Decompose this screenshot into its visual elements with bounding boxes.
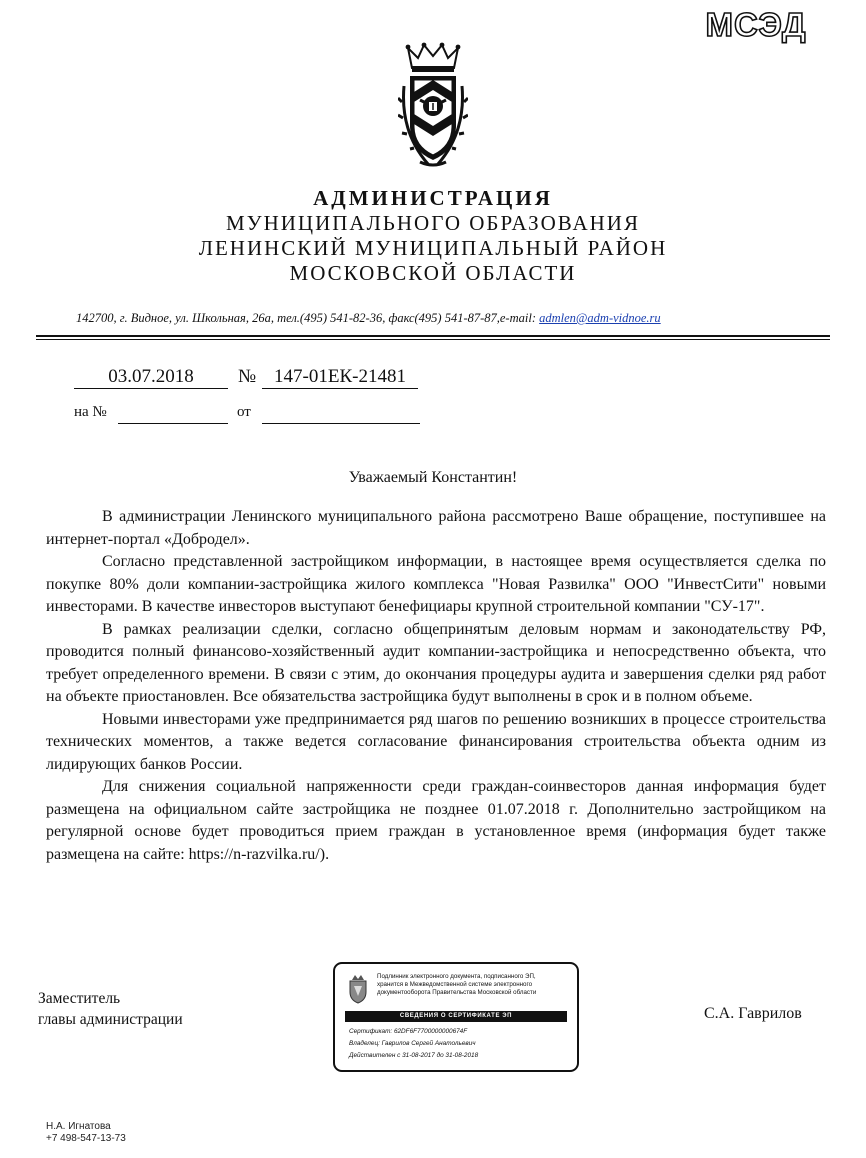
certificate-id: Сертификат: 62DF6F7700000000674F: [349, 1028, 468, 1035]
letter-paragraph: Для снижения социальной напряженности среди граждан-соинвесторов данная информация будет размещена на официальном сайте застройщика не позднее 01.07.2018 г. Дополнительно застройщиком на регулярной основе будет проводиться прием граждан в установленное время (информация будет также размещена на сайте: https://n-razvilka.ru/).: [46, 778, 826, 863]
org-title: АДМИНИСТРАЦИЯ: [313, 186, 553, 210]
stamp-notice-line: хранится в Межведомственной системе электронного: [377, 981, 533, 988]
letter-paragraph: В рамках реализации сделки, согласно общепринятым деловым нормам и законодательству РФ, проводится полный финансово-хозяйственный аудит компании-застройщика и непосредственно объекта, что требует определенного времени. В связи с этим, до окончания процедуры аудита и завершения сделки ряд работ на объекте приостановлен. Все обязательства застройщика будут выполнены в срок и в полном объеме.: [46, 620, 826, 705]
email-link[interactable]: admlen@adm-vidnoe.ru: [539, 311, 661, 325]
org-subtitle-line: МОСКОВСКОЙ ОБЛАСТИ: [289, 261, 577, 285]
reference-date-label: от: [237, 404, 251, 420]
certificate-validity: Действителен с 31-08-2017 до 31-08-2018: [349, 1052, 479, 1059]
msed-logo-text: МСЭД: [705, 6, 807, 43]
executor-name: Н.А. Игнатова: [46, 1121, 111, 1132]
reference-number-field: [118, 406, 228, 424]
document-number: 147-01ЕК-21481: [262, 366, 418, 389]
reference-label: на №: [74, 404, 107, 420]
reference-date-field: [262, 406, 420, 424]
header-divider-thin: [36, 339, 830, 340]
signer-position: Заместитель: [38, 990, 121, 1007]
stamp-header-bar: СВЕДЕНИЯ О СЕРТИФИКАТЕ ЭП: [345, 1011, 567, 1022]
org-subtitle-line: ЛЕНИНСКИЙ МУНИЦИПАЛЬНЫЙ РАЙОН: [198, 236, 668, 260]
coat-of-arms-icon: [398, 42, 468, 172]
letter-greeting: Уважаемый Константин!: [348, 469, 518, 486]
msed-logo: [700, 4, 812, 44]
org-subtitle-line: МУНИЦИПАЛЬНОГО ОБРАЗОВАНИЯ: [226, 211, 640, 235]
header-divider: [36, 335, 830, 337]
stamp-notice-line: Подлинник электронного документа, подписанного ЭП,: [377, 973, 536, 980]
mo-crest-icon: [347, 974, 369, 1004]
letter-paragraph: Согласно представленной застройщиком информации, в настоящее время осуществляется сделка по покупке 80% доли компании-застройщика жилого комплекса "Новая Развилка" ООО "ИнвестСити" новыми инвесторами. В качестве инвесторов выступают бенефициары крупной строительной компании "СУ-17".: [46, 553, 826, 615]
letter-paragraph: В администрации Ленинского муниципального района рассмотрено Ваше обращение, поступившее на интернет-портал «Добродел».: [46, 508, 826, 548]
org-address: [76, 311, 661, 326]
letter-body: [46, 506, 826, 866]
number-sign: №: [238, 366, 257, 387]
stamp-notice-line: документооборота Правительства Московской области: [377, 989, 537, 996]
e-signature-stamp: [333, 962, 579, 1072]
stamp-notice: [377, 973, 536, 997]
letter-paragraph: Новыми инвесторами уже предпринимается ряд шагов по решению возникших в процессе строительства технических моментов, а также ведется согласование финансирования строительства объекта одним из лидирующих банков России.: [46, 710, 826, 773]
certificate-owner: Владелец: Гаврилов Сергей Анатольевич: [349, 1040, 476, 1047]
signer-position: главы администрации: [38, 1011, 183, 1028]
address-text: 142700, г. Видное, ул. Школьная, 26а, тел.(495) 541-82-36, факс(495) 541-87-87,e-mail:: [76, 311, 540, 325]
signer-name: С.А. Гаврилов: [704, 1005, 802, 1022]
document-date: 03.07.2018: [74, 366, 228, 389]
executor-phone: +7 498-547-13-73: [46, 1133, 126, 1144]
